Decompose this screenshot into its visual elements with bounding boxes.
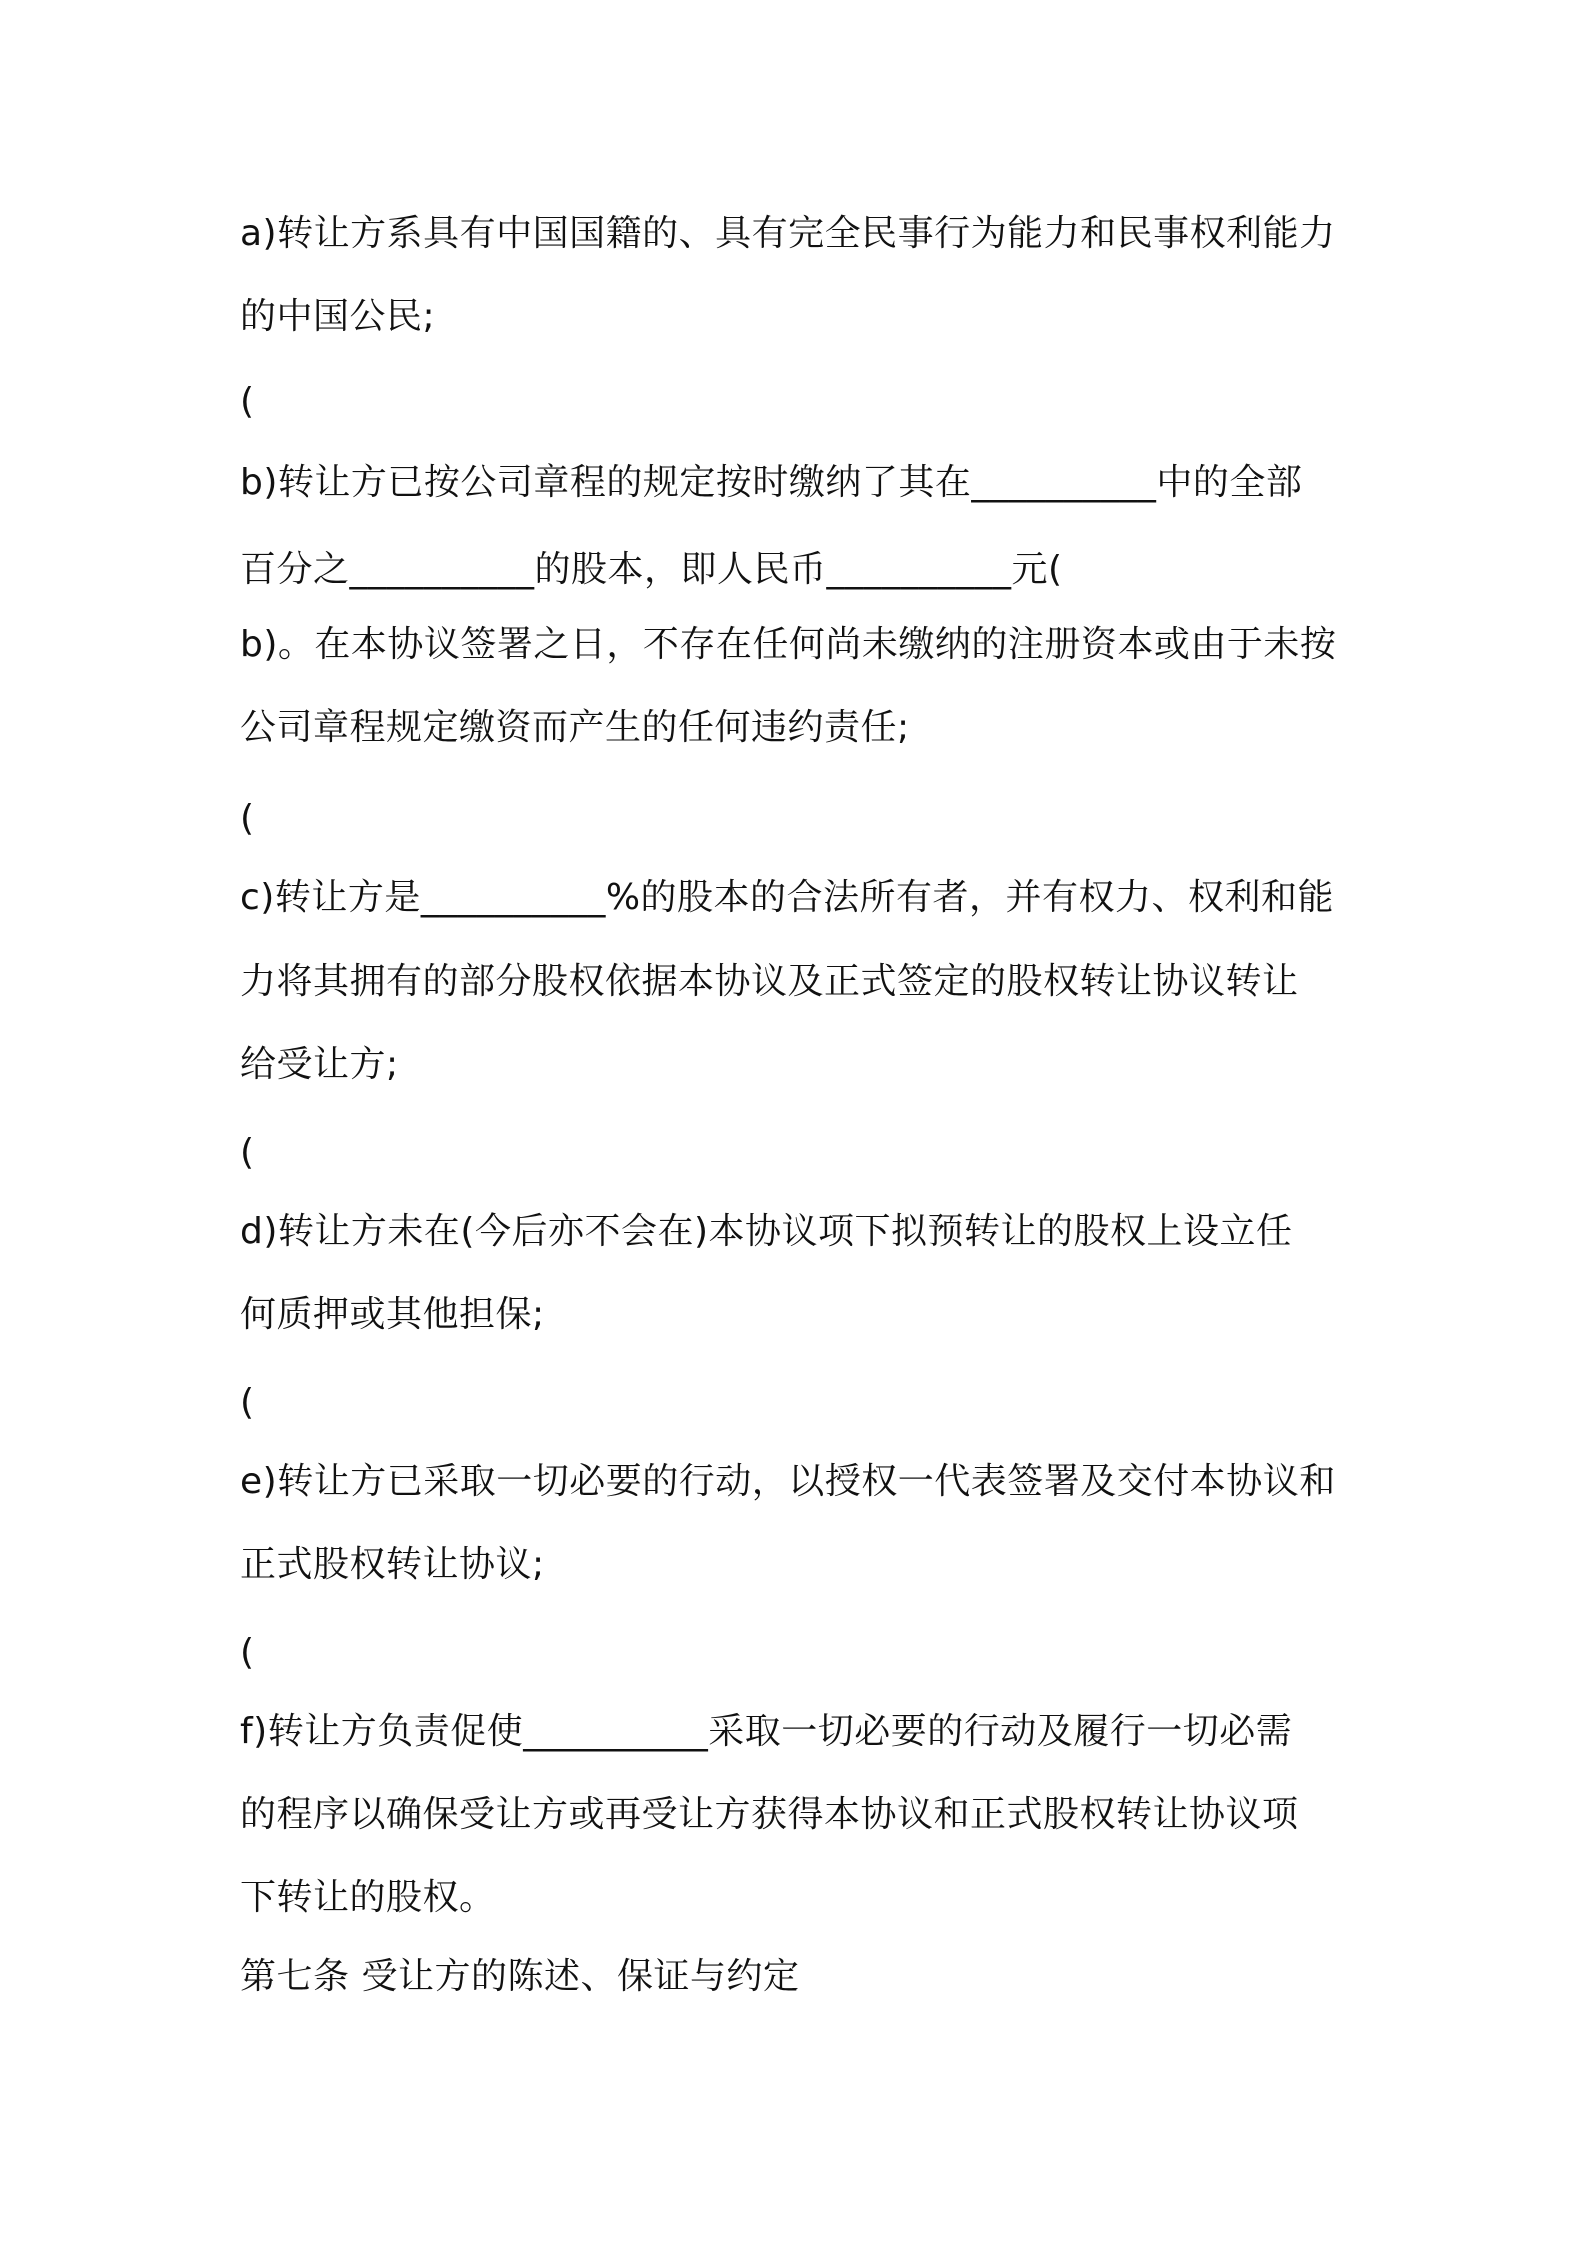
text-line: e)转让方已采取一切必要的行动，以授权一代表签署及交付本协议和	[240, 1461, 1336, 1502]
text-line: 的中国公民;	[240, 296, 436, 337]
text-line: 公司章程规定缴资而产生的任何违约责任;	[240, 707, 910, 748]
text-line: 正式股权转让协议;	[240, 1544, 545, 1585]
text-line: 给受让方;	[240, 1044, 399, 1085]
text-line: (	[240, 1382, 255, 1423]
text-line: 何质押或其他担保;	[240, 1294, 545, 1335]
text-line: (	[240, 1632, 255, 1673]
text-line: (	[240, 798, 255, 839]
text-line: (	[240, 381, 255, 422]
text-line: f)转让方负责促使__________采取一切必要的行动及履行一切必需	[240, 1711, 1293, 1752]
text-line: 力将其拥有的部分股权依据本协议及正式签定的股权转让协议转让	[240, 961, 1299, 1002]
text-line: 百分之__________的股本，即人民币__________元(	[240, 549, 1063, 590]
text-line: d)转让方未在(今后亦不会在)本协议项下拟预转让的股权上设立任	[240, 1211, 1293, 1252]
text-line: b)转让方已按公司章程的规定按时缴纳了其在__________中的全部	[240, 462, 1303, 503]
section-heading: 第七条 受让方的陈述、保证与约定	[240, 1956, 800, 1997]
text-line: c)转让方是__________%的股本的合法所有者，并有权力、权利和能	[240, 877, 1335, 918]
text-line: b)。在本协议签署之日，不存在任何尚未缴纳的注册资本或由于未按	[240, 624, 1337, 665]
text-line: 下转让的股权。	[240, 1877, 496, 1918]
text-line: (	[240, 1132, 255, 1173]
text-line: 的程序以确保受让方或再受让方获得本协议和正式股权转让协议项	[240, 1794, 1299, 1835]
text-line: a)转让方系具有中国国籍的、具有完全民事行为能力和民事权利能力	[240, 213, 1336, 254]
